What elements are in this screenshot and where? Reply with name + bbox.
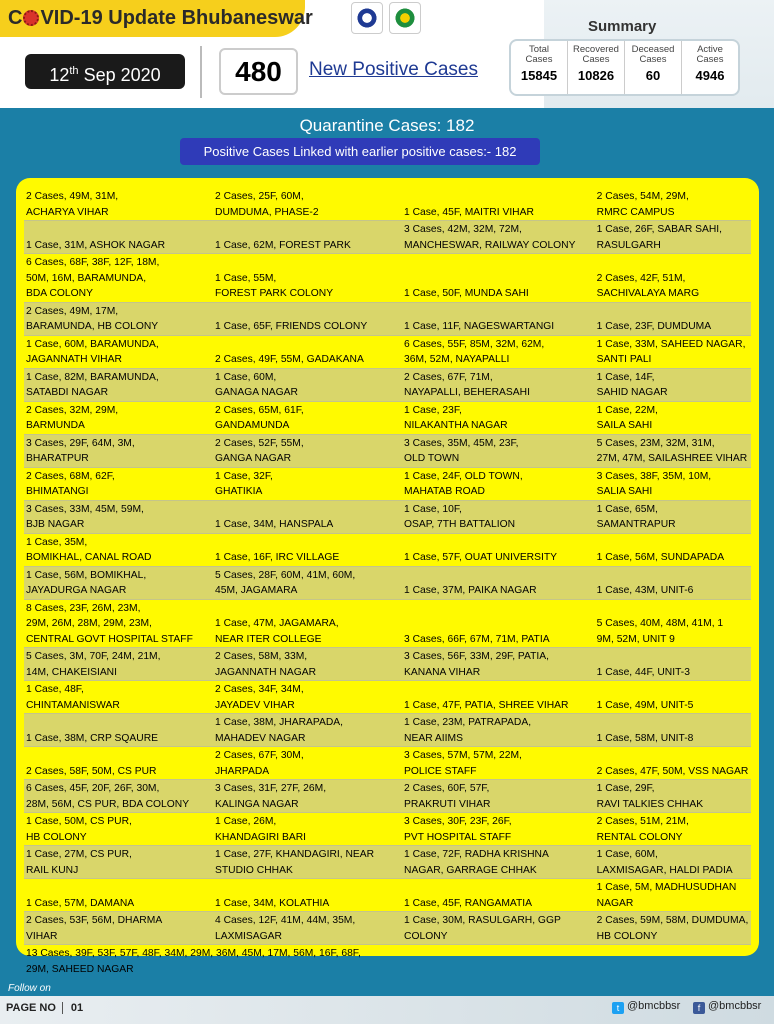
case-cell: 1 Case, 60M, LAXMISAGAR, HALDI PADIA [595,846,751,879]
table-row [24,401,751,434]
table-row [24,648,751,681]
summary-title: Summary [588,18,657,35]
table-row [24,714,751,747]
page-label: PAGE NO [6,1002,56,1014]
case-cell: 2 Cases, 51M, 21M, RENTAL COLONY [595,813,751,846]
twitter-icon: t [612,1002,624,1014]
case-cell: 3 Cases, 29F, 64M, 3M, BHARATPUR [24,434,213,467]
case-cell: 1 Case, 27M, CS PUR, RAIL KUNJ [24,846,213,879]
case-cell: 1 Case, 48F, CHINTAMANISWAR [24,681,213,714]
case-cell: 1 Case, 33M, SAHEED NAGAR, SANTI PALI [595,335,751,368]
table-row [24,533,751,566]
divider [200,46,202,98]
case-cell: 2 Cases, 58F, 50M, CS PUR [24,747,213,780]
case-cell: 1 Case, 62M, FOREST PARK [213,221,402,254]
case-cell: 2 Cases, 52F, 55M, GANGA NAGAR [213,434,402,467]
case-cell: 2 Cases, 42F, 51M, SACHIVALAYA MARG [595,254,751,303]
summary-box [509,39,740,96]
table-row [24,188,751,221]
case-cell: 2 Cases, 47F, 50M, VSS NAGAR [595,747,751,780]
summary-active [682,41,738,94]
summary-label: Deceased Cases [631,44,675,65]
case-cell: 1 Case, 50M, CS PUR, HB COLONY [24,813,213,846]
case-cell: 2 Cases, 32M, 29M, BARMUNDA [24,401,213,434]
case-cell: 2 Cases, 68M, 62F, BHIMATANGI [24,467,213,500]
case-cell: 2 Cases, 67F, 71M, NAYAPALLI, BEHERASAHI [402,368,595,401]
case-cell: 1 Case, 34M, HANSPALA [213,500,402,533]
summary-label: Recovered Cases [573,44,619,65]
case-cell: 1 Case, 56M, SUNDAPADA [595,533,751,566]
case-cell: 1 Case, 16F, IRC VILLAGE [213,533,402,566]
case-cell: 1 Case, 49M, UNIT-5 [595,681,751,714]
table-row [24,846,751,879]
new-cases-count: 480 [219,48,298,95]
case-cell: 6 Cases, 68F, 38F, 12F, 18M, 50M, 16M, BARAMUNDA, BDA COLONY [24,254,213,303]
case-cell: 1 Case, 45F, MAITRI VIHAR [404,206,534,218]
case-cell: 1 Case, 23M, PATRAPADA, NEAR AIIMS [402,714,595,747]
quarantine-cases: Quarantine Cases: 182 [299,116,475,135]
summary-value: 15845 [520,68,558,83]
case-cell: 13 Cases, 39F, 53F, 57F, 48F, 34M, 29M, 36M, 45M, 17M, 56M, 16F, 68F, 29M, SAHEED NAGAR [24,945,751,978]
case-cell: 5 Cases, 40M, 48M, 41M, 1 9M, 52M, UNIT 9 [595,599,751,648]
case-cell: 1 Case, 24F, OLD TOWN, MAHATAB ROAD [402,467,595,500]
case-cell: 1 Case, 44F, UNIT-3 [595,648,751,681]
table-row [24,780,751,813]
page-no-value: 01 [62,1002,83,1014]
case-cell: 3 Cases, 57M, 57M, 22M, POLICE STAFF [402,747,595,780]
case-cell: 1 Case, 31M, ASHOK NAGAR [24,221,213,254]
case-cell: 2 Cases, 49F, 55M, GADAKANA [213,335,402,368]
table-row [24,434,751,467]
case-cell: 1 Case, 55M, FOREST PARK COLONY [213,254,402,303]
table-row [24,254,751,303]
case-cell: 1 Case, 14F, SAHID NAGAR [595,368,751,401]
page-number [6,1002,83,1014]
case-cell: 3 Cases, 38F, 35M, 10M, SALIA SAHI [595,467,751,500]
case-cell: 1 Case, 56M, BOMIKHAL, JAYADURGA NAGAR [24,566,213,599]
case-cell: 1 Case, 26M, KHANDAGIRI BARI [213,813,402,846]
case-cell: 1 Case, 22M, SAILA SAHI [595,401,751,434]
new-cases-label: New Positive Cases [309,59,478,80]
case-cell: 1 Case, 72F, RADHA KRISHNA NAGAR, GARRAGE CHHAK [402,846,595,879]
table-row [24,813,751,846]
case-cell: 1 Case, 34M, KOLATHIA [213,879,402,912]
facebook-text: @bmcbbsr [708,1000,762,1012]
case-cell: 3 Cases, 35M, 45M, 23F, OLD TOWN [402,434,595,467]
table-row [24,221,751,254]
case-cell: 1 Case, 47F, PATIA, SHREE VIHAR [402,681,595,714]
facebook-icon: f [693,1002,705,1014]
case-cell: 1 Case, 29F, RAVI TALKIES CHHAK [595,780,751,813]
table-row [24,599,751,648]
case-cell: 1 Case, 60M, BARAMUNDA, JAGANNATH VIHAR [24,335,213,368]
header [0,0,774,108]
table-row [24,302,751,335]
case-cell: 1 Case, 38M, JHARAPADA, MAHADEV NAGAR [213,714,402,747]
case-cell: 1 Case, 23F, DUMDUMA [595,302,751,335]
case-cell: 5 Cases, 3M, 70F, 24M, 21M, 14M, CHAKEISIANI [24,648,213,681]
case-cell: 2 Cases, 34F, 34M, JAYADEV VIHAR [213,681,402,714]
odisha-emblem-logo [351,2,383,34]
case-cell: 3 Cases, 66F, 67M, 71M, PATIA [402,599,595,648]
linked-cases-banner: Positive Cases Linked with earlier positive cases:- 182 [180,138,540,165]
case-cell: 3 Cases, 56F, 33M, 29F, PATIA, KANANA VIHAR [402,648,595,681]
summary-total [511,41,568,94]
summary-value: 60 [645,68,661,83]
case-cell: 5 Cases, 28F, 60M, 41M, 60M, 45M, JAGAMARA [213,566,402,599]
table-row [24,945,751,978]
case-cell: 1 Case, 27F, KHANDAGIRI, NEAR STUDIO CHHAK [213,846,402,879]
table-row [24,335,751,368]
case-cell: 8 Cases, 23F, 26M, 23M, 29M, 26M, 28M, 29M, 23M, CENTRAL GOVT HOSPITAL STAFF [24,599,213,648]
table-row [24,566,751,599]
case-cell: 2 Cases, 53F, 56M, DHARMA VIHAR [24,912,213,945]
case-cell: 2 Cases, 25F, 60M, DUMDUMA, PHASE-2 [215,191,319,218]
case-cell: 2 Cases, 65M, 61F, GANDAMUNDA [213,401,402,434]
table-row [24,467,751,500]
case-cell: 1 Case, 58M, UNIT-8 [595,714,751,747]
case-cell: 2 Cases, 49M, 17M, BARAMUNDA, HB COLONY [24,302,213,335]
table-row [24,879,751,912]
summary-recovered [568,41,625,94]
case-cell: 3 Cases, 31F, 27F, 26M, KALINGA NAGAR [213,780,402,813]
virus-icon [23,10,39,26]
case-cell: 3 Cases, 42M, 32M, 72M, MANCHESWAR, RAILWAY COLONY [402,221,595,254]
facebook-handle[interactable] [693,1000,761,1014]
case-cell: 4 Cases, 12F, 41M, 44M, 35M, LAXMISAGAR [213,912,402,945]
twitter-text: @bmcbbsr [627,1000,681,1012]
summary-label: Total Cases [525,44,553,65]
table-row [24,912,751,945]
case-cell: 2 Cases, 67F, 30M, JHARPADA [213,747,402,780]
page-title: C VID-19 Update Bhubaneswar [8,7,313,29]
title-band [0,0,313,37]
case-cell: 2 Cases, 60F, 57F, PRAKRUTI VIHAR [402,780,595,813]
case-cell: 1 Case, 57M, DAMANA [24,879,213,912]
case-cell: 1 Case, 35M, BOMIKHAL, CANAL ROAD [24,533,213,566]
case-cell: 1 Case, 10F, OSAP, 7TH BATTALION [402,500,595,533]
case-cell: 1 Case, 43M, UNIT-6 [595,566,751,599]
case-cell: 1 Case, 65M, SAMANTRAPUR [595,500,751,533]
summary-deceased [625,41,682,94]
summary-label: Active Cases [696,44,724,65]
table-row [24,747,751,780]
case-cell: 3 Cases, 33M, 45M, 59M, BJB NAGAR [24,500,213,533]
case-cell: 6 Cases, 45F, 20F, 26F, 30M, 28M, 56M, CS PUR, BDA COLONY [24,780,213,813]
case-cell: 1 Case, 32F, GHATIKIA [213,467,402,500]
case-cell: 1 Case, 65F, FRIENDS COLONY [213,302,402,335]
case-cell: 1 Case, 26F, SABAR SAHI, RASULGARH [595,221,751,254]
case-cell: 1 Case, 47M, JAGAMARA, NEAR ITER COLLEGE [213,599,402,648]
case-cell: 2 Cases, 54M, 29M, RMRC CAMPUS [596,191,689,218]
summary-value: 4946 [695,68,725,83]
case-cell: 1 Case, 57F, OUAT UNIVERSITY [402,533,595,566]
case-cell: 1 Case, 37M, PAIKA NAGAR [402,566,595,599]
cases-table [24,188,751,977]
table-row [24,681,751,714]
cases-panel [16,178,759,975]
case-cell: 2 Cases, 49M, 31M, ACHARYA VIHAR [26,191,119,218]
case-cell: 1 Case, 82M, BARAMUNDA, SATABDI NAGAR [24,368,213,401]
case-cell: 1 Case, 38M, CRP SQAURE [24,714,213,747]
case-cell: 2 Cases, 59M, 58M, DUMDUMA, HB COLONY [595,912,751,945]
case-cell: 1 Case, 45F, RANGAMATIA [402,879,595,912]
case-cell: 1 Case, 11F, NAGESWARTANGI [402,302,595,335]
twitter-handle[interactable] [612,1000,680,1014]
case-cell: 1 Case, 5M, MADHUSUDHAN NAGAR [595,879,751,912]
table-row [24,500,751,533]
follow-label: Follow on [8,983,51,994]
case-cell: 1 Case, 30M, RASULGARH, GGP COLONY [402,912,595,945]
case-cell: 2 Cases, 58M, 33M, JAGANNATH NAGAR [213,648,402,681]
case-cell: 3 Cases, 30F, 23F, 26F, PVT HOSPITAL STAFF [402,813,595,846]
summary-value: 10826 [577,68,615,83]
report-date: 12th Sep 2020 [25,54,185,89]
bmc-logo [389,2,421,34]
case-cell: 1 Case, 50F, MUNDA SAHI [402,254,595,303]
case-cell: 6 Cases, 55F, 85M, 32M, 62M, 36M, 52M, NAYAPALLI [402,335,595,368]
case-cell: 1 Case, 60M, GANAGA NAGAR [213,368,402,401]
table-row [24,368,751,401]
case-cell: 5 Cases, 23M, 32M, 31M, 27M, 47M, SAILASHREE VIHAR [595,434,751,467]
case-cell: 1 Case, 23F, NILAKANTHA NAGAR [402,401,595,434]
